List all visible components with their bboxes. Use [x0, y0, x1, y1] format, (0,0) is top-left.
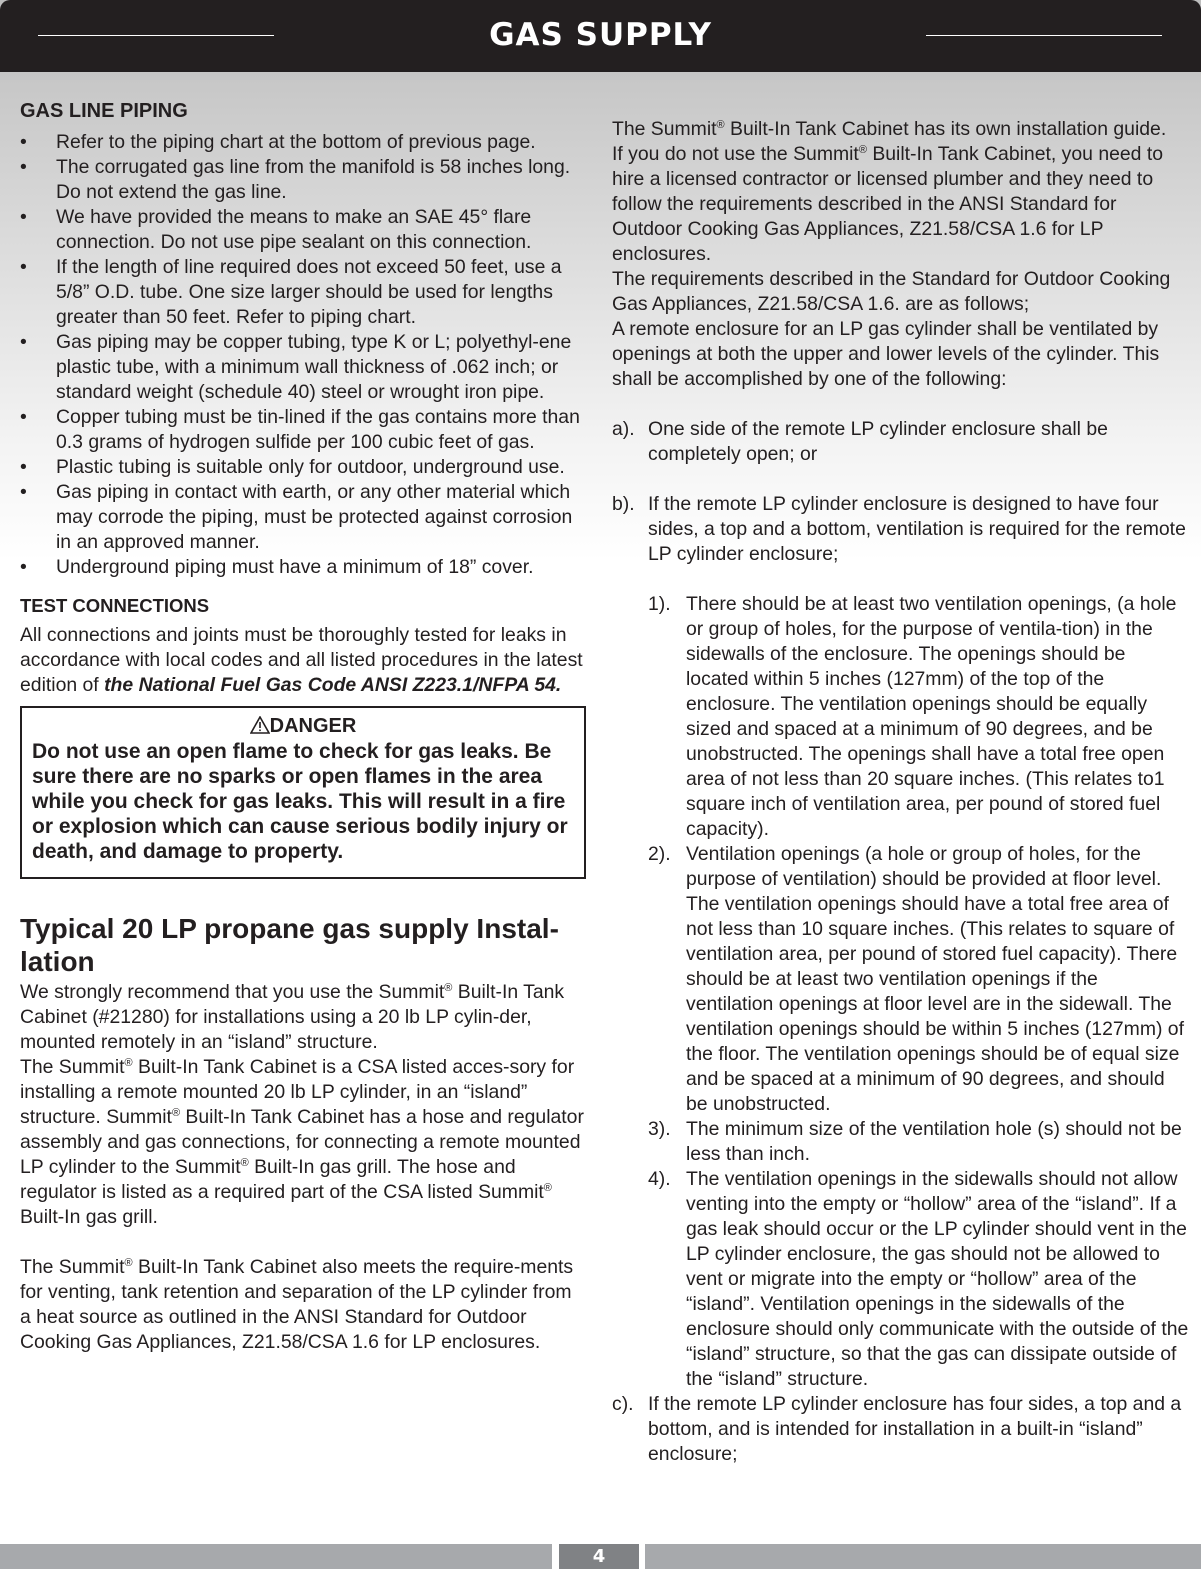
list-item: • Copper tubing must be tin-lined if the gas contains more than 0.3 grams of hydrogen sulfide per 100 cubic feet of gas. — [20, 406, 580, 453]
footer-bar-right — [645, 1544, 1201, 1569]
right-paragraph-3: The requirements described in the Standard for Outdoor Cooking Gas Appliances, Z21.58/CSA 1.6. are as follows; — [612, 268, 1171, 315]
bullet-icon: • — [20, 256, 27, 278]
bullet-icon: • — [20, 481, 27, 503]
bullet-icon: • — [20, 456, 27, 478]
right-paragraph-2: If you do not use the Summit® Built-In Tank Cabinet, you need to hire a licensed contractor or licensed plumber and they need to follow the requirements described in the ANSI Standard for Outdoor Cooking Gas Appliances, Z21.58/CSA 1.6 for LP enclosures. — [612, 143, 1164, 265]
list-item: • Refer to the piping chart at the bottom of previous page. — [20, 131, 536, 153]
list-item: • Gas piping may be copper tubing, type K or L; polyethyl-ene plastic tube, with a minimum wall thickness of .062 inch; or standard weight (schedule 40) steel or wrought iron pipe. — [20, 331, 572, 403]
bullet-icon: • — [20, 406, 27, 428]
sub-item-3: 3). The minimum size of the ventilation hole (s) should not be less than inch. — [648, 1118, 1182, 1165]
registered-mark: ® — [716, 119, 725, 131]
registered-mark: ® — [124, 1057, 133, 1069]
piping-list — [20, 130, 586, 580]
header-rule-right — [926, 35, 1162, 36]
list-item: • If the length of line required does not exceed 50 feet, use a 5/8” O.D. tube. One size larger should be used for lengths greater than 50 feet. Refer to piping chart. — [20, 256, 562, 328]
list-item: • Plastic tubing is suitable only for outdoor, underground use. — [20, 456, 565, 478]
danger-title: DANGER — [32, 714, 574, 739]
right-paragraph-1: The Summit® Built-In Tank Cabinet has its own installation guide. — [612, 118, 1167, 140]
page-footer — [0, 1544, 1201, 1576]
install-paragraph-1: We strongly recommend that you use the Summit® Built-In Tank Cabinet (#21280) for installations using a 20 lb LP cylin-der, mounted remotely in an “island” structure. — [20, 981, 565, 1053]
warning-triangle-icon — [250, 714, 270, 739]
sub-item-1: 1). There should be at least two ventilation openings, (a hole or group of holes, for the purpose of ventila-tion) in the sidewalls of the enclosure. The openings should be located within 5 inches (127mm) of the top of the enclosure. The ventilation openings should be equally sized and spaced at a minimum of 90 degrees, and be unobstructed. The openings shall have a total free open area of not less than 20 square inches. (This relates to1 square inch of ventilation area, per pound of stored fuel capacity). — [648, 593, 1177, 840]
registered-mark: ® — [124, 1257, 133, 1269]
right-column — [612, 117, 1190, 1467]
bullet-icon: • — [20, 331, 27, 353]
page-number: 4 — [559, 1544, 639, 1569]
gas-line-piping-heading: GAS LINE PIPING — [20, 100, 188, 122]
test-connections-heading: TEST CONNECTIONS — [20, 595, 210, 616]
page-header — [0, 0, 1201, 72]
list-item: • Gas piping in contact with earth, or any other material which may corrode the piping, must be protected against corrosion in an approved manner. — [20, 481, 573, 553]
list-item: • We have provided the means to make an SAE 45° flare connection. Do not use pipe sealant on this connection. — [20, 206, 532, 253]
page-title: GAS SUPPLY — [489, 17, 712, 53]
footer-bar-left — [0, 1544, 552, 1569]
left-column — [20, 97, 586, 1355]
bullet-icon: • — [20, 156, 27, 178]
sub-item-2: 2). Ventilation openings (a hole or group of holes, for the purpose of ventilation) should be provided at floor level. The ventilation openings should have a total free area of not less than 10 square inches. (This relates to square of ventilation area, per pound of stored fuel capacity). There should be at least two ventilation openings if the ventilation openings at floor level are in the sidewall. The ventilation openings should be within 5 inches (127mm) of the floor. The ventilation openings should be of equal size and be spaced at a minimum of 90 degrees, and should be unobstructed. — [648, 843, 1184, 1115]
list-item: • The corrugated gas line from the manifold is 58 inches long. Do not extend the gas line. — [20, 156, 571, 203]
install-paragraph-2: The Summit® Built-In Tank Cabinet is a CSA listed acces-sory for installing a remote mounted 20 lb LP cylinder, in an “island” structure. Summit® Built-In Tank Cabinet has a hose and regulator assembly and gas connections, for connecting a remote mounted LP cylinder to the Summit® Built-In gas grill. The hose and regulator is listed as a required part of the CSA listed Summit® Built-In gas grill. — [20, 1056, 584, 1228]
list-item-b: b). If the remote LP cylinder enclosure is designed to have four sides, a top and a bottom, ventilation is required for the remote LP cylinder enclosure; — [612, 493, 1186, 565]
right-paragraph-4: A remote enclosure for an LP gas cylinder shall be ventilated by openings at both the upper and lower levels of the cylinder. This shall be accomplished by one of the following: — [612, 318, 1160, 390]
install-heading: Typical 20 LP propane gas supply Instal-lation — [20, 913, 559, 977]
registered-mark: ® — [240, 1157, 249, 1169]
registered-mark: ® — [858, 144, 867, 156]
install-paragraph-3: The Summit® Built-In Tank Cabinet also meets the require-ments for venting, tank retention and separation of the LP cylinder from a heat source as outlined in the ANSI Standard for Outdoor Cooking Gas Appliances, Z21.58/CSA 1.6 for LP enclosures. — [20, 1256, 574, 1353]
test-connections-text: All connections and joints must be thoroughly tested for leaks in accordance with local codes and all listed procedures in the latest edition of the National Fuel Gas Code ANSI Z223.1/NFPA 54. — [20, 624, 583, 696]
list-item-a: a). One side of the remote LP cylinder enclosure shall be completely open; or — [612, 418, 1108, 465]
code-reference: the National Fuel Gas Code ANSI Z223.1/NFPA 54. — [104, 674, 562, 696]
list-item: • Underground piping must have a minimum of 18” cover. — [20, 556, 534, 578]
registered-mark: ® — [171, 1107, 181, 1119]
bullet-icon: • — [20, 131, 27, 153]
bullet-icon: • — [20, 556, 27, 578]
registered-mark: ® — [444, 982, 453, 994]
bullet-icon: • — [20, 206, 27, 228]
danger-box — [20, 706, 586, 879]
danger-text: Do not use an open flame to check for gas leaks. Be sure there are no sparks or open flames in the area while you check for gas leaks. This will result in a fire or explosion which can cause serious bodily injury or death, and damage to property. — [32, 740, 568, 863]
list-item-c: c). If the remote LP cylinder enclosure has four sides, a top and a bottom, and is intended for installation in a built-in “island” enclosure; — [612, 1393, 1182, 1465]
registered-mark: ® — [543, 1182, 552, 1194]
sub-item-4: 4). The ventilation openings in the sidewalls should not allow venting into the empty or “hollow” area of the “island”. If a gas leak should occur or the LP cylinder should vent in the LP cylinder enclosure, the gas should not be allowed to vent or migrate into the empty or “hollow” area of the “island”. Ventilation openings in the sidewalls of the enclosure should only communicate with the outside of the “island” structure, so that the gas can dissipate outside of the “island” structure. — [648, 1168, 1189, 1390]
